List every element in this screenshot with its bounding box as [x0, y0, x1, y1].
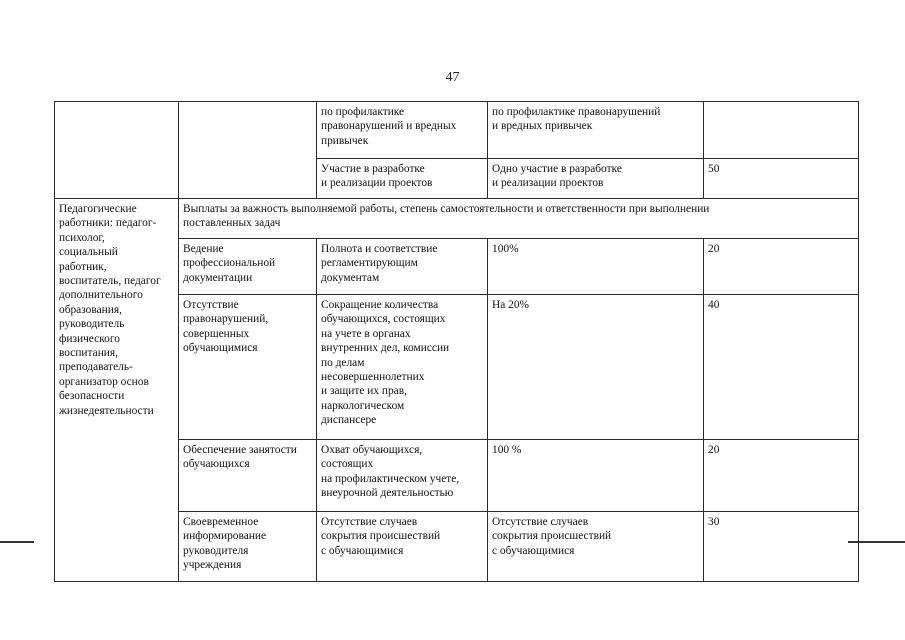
measure-cell: Одно участие в разработке и реализации проектов: [488, 159, 704, 199]
points-cell: 50: [704, 159, 859, 199]
indicator-cell: Участие в разработке и реализации проектов: [317, 159, 488, 199]
indicator-cell: Полнота и соответствие регламентирующим документам: [317, 239, 488, 295]
points-cell: 20: [704, 239, 859, 295]
criteria-table: [54, 101, 859, 582]
indicator-cell: по профилактике правонарушений и вредных привычек: [317, 102, 488, 159]
table-row: [55, 102, 859, 159]
left-edge-mark: [0, 541, 34, 543]
points-cell: [704, 102, 859, 159]
indicator-cell: Отсутствие случаев сокрытия происшествий с обучающимися: [317, 512, 488, 582]
points-cell: 20: [704, 440, 859, 512]
category-cell: Педагогические работники: педагог- психолог, социальный работник, воспитатель, педагог дополнительного образования, руководитель физического воспитания, преподаватель- организатор основ безопасности жизнедеятельности: [55, 199, 179, 582]
criterion-cell: [179, 102, 317, 199]
measure-cell: Отсутствие случаев сокрытия происшествий с обучающимися: [488, 512, 704, 582]
measure-cell: по профилактике правонарушений и вредных привычек: [488, 102, 704, 159]
measure-cell: На 20%: [488, 295, 704, 440]
measure-cell: 100%: [488, 239, 704, 295]
points-cell: 30: [704, 512, 859, 582]
category-cell: [55, 102, 179, 199]
criterion-cell: Отсутствие правонарушений, совершенных обучающимися: [179, 295, 317, 440]
page-number: 47: [445, 70, 460, 85]
table-row: [55, 199, 859, 239]
indicator-cell: Сокращение количества обучающихся, состоящих на учете в органах внутренних дел, комиссии по делам несовершеннолетних и защите их прав, наркологическом диспансере: [317, 295, 488, 440]
points-cell: 40: [704, 295, 859, 440]
section-heading-cell: Выплаты за важность выполняемой работы, степень самостоятельности и ответственности при выполнении поставленных задач: [179, 199, 859, 239]
criterion-cell: Своевременное информирование руководителя учреждения: [179, 512, 317, 582]
criterion-cell: Обеспечение занятости обучающихся: [179, 440, 317, 512]
criterion-cell: Ведение профессиональной документации: [179, 239, 317, 295]
measure-cell: 100 %: [488, 440, 704, 512]
indicator-cell: Охват обучающихся, состоящих на профилактическом учете, внеурочной деятельностью: [317, 440, 488, 512]
